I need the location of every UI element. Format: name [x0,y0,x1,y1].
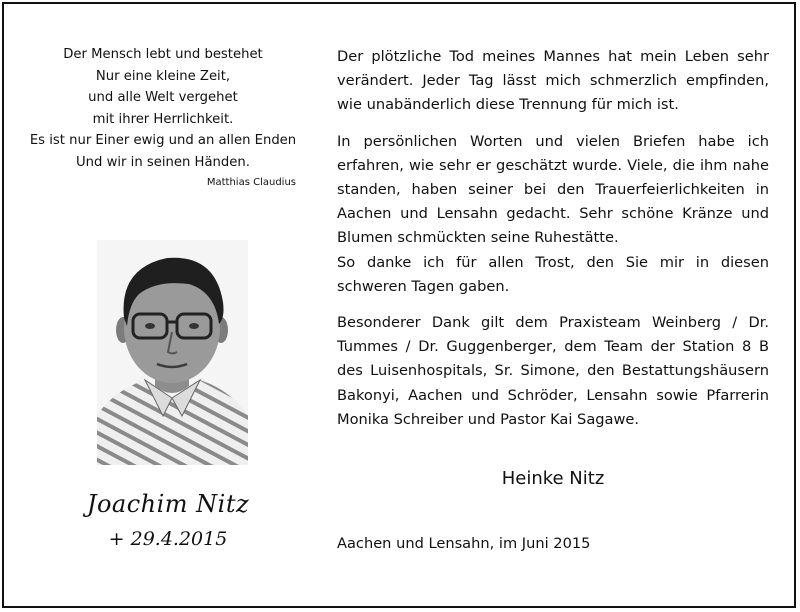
portrait-photo [97,240,248,465]
poem-line: mit ihrer Herrlichkeit. [92,111,234,127]
thank-you-text [337,45,769,432]
death-date: + 29.4.2015 [108,528,228,550]
portrait-illustration [97,240,248,465]
poem-author: Matthias Claudius [206,177,296,188]
signer-name: Heinke Nitz [501,468,605,489]
poem [18,44,308,173]
poem-line: Der Mensch lebt und bestehet [63,47,263,62]
place-and-date: Aachen und Lensahn, im Juni 2015 [337,535,591,552]
poem-line: Nur eine kleine Zeit, [95,68,231,84]
poem-line: Und wir in seinen Händen. [76,154,250,170]
paragraph: Der plötzliche Tod meines Mannes hat mein Leben sehr verändert. Jeder Tag lässt mich schmerzlich empfinden, wie unabänderlich diese Trennung für mich ist. [337,48,769,114]
poem-line: Es ist nur Einer ewig und an allen Enden [29,133,297,148]
paragraph: In persönlichen Worten und vielen Briefen habe ich erfahren, wie sehr er geschätzt wurde. Viele, die ihm nahe standen, haben seiner bei den Trauerfeierlichkeiten in Aachen und Lensahn gedacht. Sehr schöne Kränze und Blumen schmückten seine Ruhestätte. [337,132,769,247]
paragraph: So danke ich für allen Trost, den Sie mir in diesen schweren Tagen gaben. [337,253,769,295]
deceased-name: Joachim Nitz [86,490,250,518]
paragraph: Besonderer Dank gilt dem Praxisteam Weinberg / Dr. Tummes / Dr. Guggenberger, dem Team der Station 8 B des Luisenhospitals, Sr. Simone, den Bestattungshäusern Bakonyi, Aachen und Schröder, Lensahn sowie Pfarrerin Monika Schreiber und Pastor Kai Sagawe. [337,314,769,428]
poem-line: und alle Welt vergehet [88,90,238,105]
